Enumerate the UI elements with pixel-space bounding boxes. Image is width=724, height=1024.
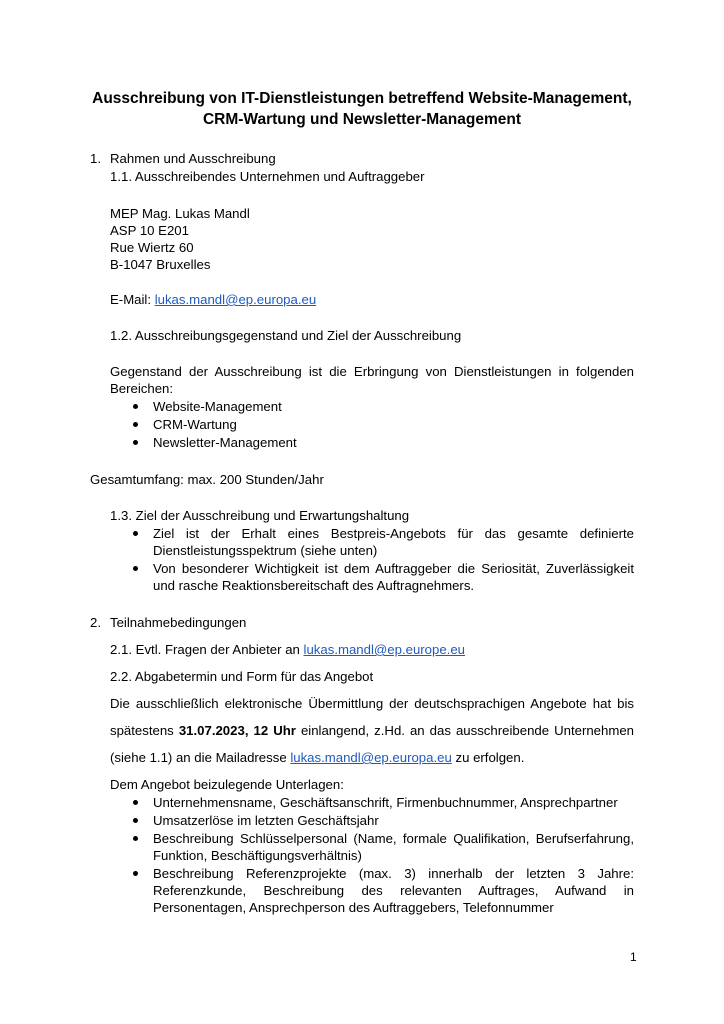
email-label: E-Mail: <box>110 292 155 307</box>
bullet-item: Newsletter-Management <box>153 435 297 450</box>
section-2-2-line-1: Die ausschließlich elektronische Übermittlung der deutschsprachigen Angebote hat bis <box>110 696 634 711</box>
bullet-item: Website-Management <box>153 399 282 414</box>
section-1-number: 1. <box>90 151 101 166</box>
document-title <box>60 88 664 130</box>
unterlagen-bullet-3-line-1: Beschreibung Schlüsselpersonal (Name, formale Qualifikation, Berufserfahrung, <box>153 831 634 846</box>
section-2-2-line-3-pre: (siehe 1.1) an die Mailadresse <box>110 750 291 765</box>
bullet-dot <box>133 800 138 805</box>
deadline-date: 31.07.2023, 12 Uhr <box>178 723 296 738</box>
section-1-3-bullet-1-line-2: Dienstleistungsspektrum (siehe unten) <box>153 543 378 558</box>
address-line-3: Rue Wiertz 60 <box>110 240 194 255</box>
unterlagen-bullet-4-line-1: Beschreibung Referenzprojekte (max. 3) innerhalb der letzten 3 Jahre: <box>153 866 634 881</box>
bullet-dot <box>133 531 138 536</box>
section-2-1-email-link[interactable]: lukas.mandl@ep.europe.eu <box>303 642 466 657</box>
section-2-2-line-3 <box>110 749 524 767</box>
section-2-2-line-2 <box>110 722 634 740</box>
title-line-2: CRM-Wartung und Newsletter-Management <box>202 111 522 128</box>
title-line-1: Ausschreibung von IT-Dienstleistungen betreffend Website-Management, <box>92 90 632 107</box>
section-1-3-bullet-2-line-2: und rasche Reaktionsbereitschaft des Auftragnehmers. <box>153 578 475 593</box>
gesamtumfang: Gesamtumfang: max. 200 Stunden/Jahr <box>90 472 324 487</box>
section-1-1-heading: 1.1. Ausschreibendes Unternehmen und Auftraggeber <box>110 169 425 184</box>
section-2-number: 2. <box>90 615 101 630</box>
section-1-3-bullet-2-line-1: Von besonderer Wichtigkeit ist dem Auftraggeber die Seriosität, Zuverlässigkeit <box>153 561 634 576</box>
section-1-2-para-line-1: Gegenstand der Ausschreibung ist die Erbringung von Dienstleistungen in folgenden <box>110 364 634 379</box>
bullet-item: CRM-Wartung <box>153 417 237 432</box>
address-line-4: B-1047 Bruxelles <box>110 257 211 272</box>
page-number: 1 <box>630 950 637 964</box>
section-2-1-line <box>110 641 465 659</box>
section-1-3-heading: 1.3. Ziel der Ausschreibung und Erwartungshaltung <box>110 508 410 523</box>
unterlagen-bullet-3-line-2: Funktion, Beschäftigungsverhältnis) <box>153 848 362 863</box>
email-line <box>110 291 316 309</box>
bullet-dot <box>133 404 138 409</box>
unterlagen-bullet-2: Umsatzerlöse im letzten Geschäftsjahr <box>153 813 379 828</box>
section-2-2-line-2-post: einlangend, z.Hd. an das ausschreibende Unternehmen <box>295 723 634 738</box>
bullet-dot <box>133 422 138 427</box>
section-2-heading: Teilnahmebedingungen <box>110 615 247 630</box>
section-2-2-email-link[interactable]: lukas.mandl@ep.europa.eu <box>290 750 452 765</box>
section-2-2-line-2-pre: spätestens <box>110 723 179 738</box>
address-line-2: ASP 10 E201 <box>110 223 189 238</box>
bullet-dot <box>133 871 138 876</box>
bullet-dot <box>133 818 138 823</box>
section-1-2-para-line-2: Bereichen: <box>110 381 174 396</box>
section-2-1-text: 2.1. Evtl. Fragen der Anbieter an <box>110 642 304 657</box>
bullet-dot <box>133 836 138 841</box>
address-line-1: MEP Mag. Lukas Mandl <box>110 206 250 221</box>
section-2-2-line-3-post: zu erfolgen. <box>451 750 525 765</box>
unterlagen-bullet-4-line-3: Personentagen, Ansprechperson des Auftraggebers, Telefonnummer <box>153 900 554 915</box>
bullet-dot <box>133 440 138 445</box>
unterlagen-bullet-1: Unternehmensname, Geschäftsanschrift, Firmenbuchnummer, Ansprechpartner <box>153 795 618 810</box>
bullet-dot <box>133 566 138 571</box>
email-link[interactable]: lukas.mandl@ep.europa.eu <box>154 292 317 307</box>
unterlagen-bullet-4-line-2: Referenzkunde, Beschreibung des relevanten Auftrages, Aufwand in <box>153 883 634 898</box>
unterlagen-heading: Dem Angebot beizulegende Unterlagen: <box>110 777 344 792</box>
section-1-3-bullet-1-line-1: Ziel ist der Erhalt eines Bestpreis-Angebots für das gesamte definierte <box>153 526 634 541</box>
section-1-heading: Rahmen und Ausschreibung <box>110 151 276 166</box>
section-2-2-heading: 2.2. Abgabetermin und Form für das Angebot <box>110 669 374 684</box>
section-1-2-heading: 1.2. Ausschreibungsgegenstand und Ziel der Ausschreibung <box>110 328 462 343</box>
